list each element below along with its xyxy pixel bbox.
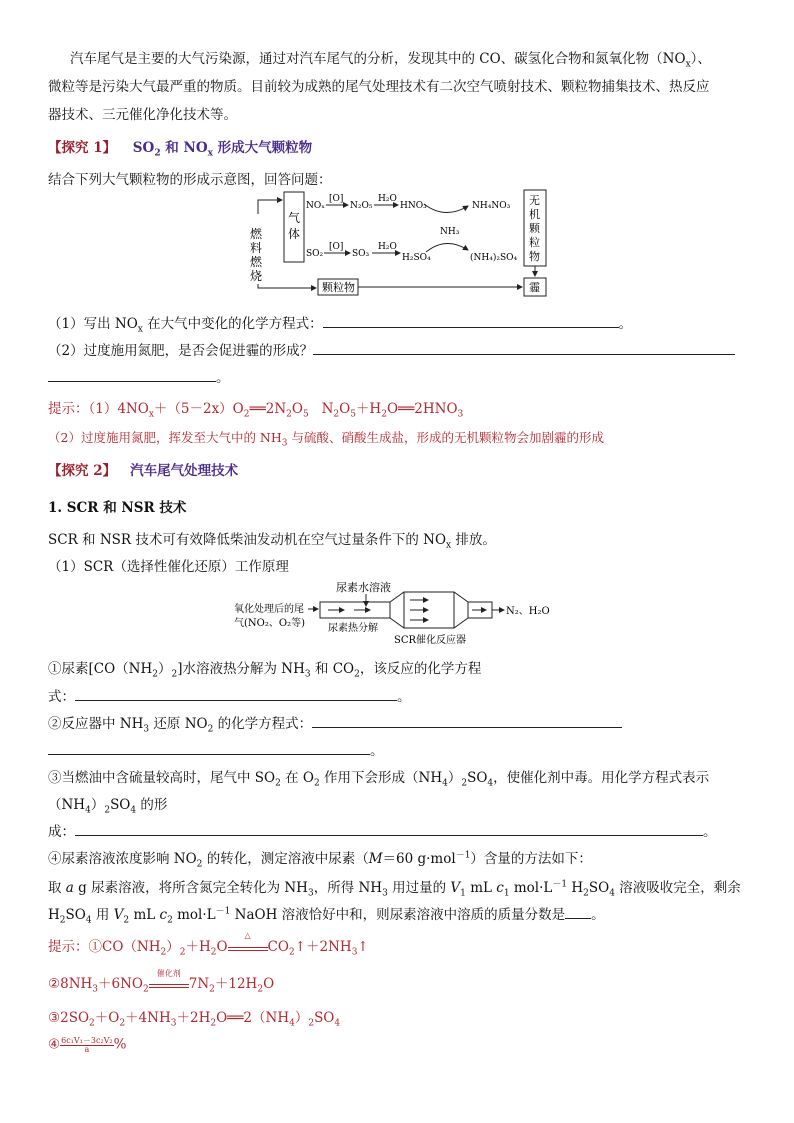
- question-circ-3: ③当燃油中含硫量较高时，尾气中 $SO_2$ 在 $O_2$ 作用下会形成$(NH_4)_2SO_4$，使催化剂中毒。用化学方程式表示: [48, 770, 710, 789]
- svg-text:H₂O: H₂O: [378, 242, 397, 252]
- question-2: （2）过度施用氮肥，是否会促进霾的形成？: [48, 339, 735, 359]
- hint-1-line-1: 提示：$(1)4NO_x+(5-2x)O_2══2N_2O_5$ $N_2O_5+H_2O══2HNO_3$: [48, 401, 464, 420]
- answer-blank-1[interactable]: [323, 314, 619, 328]
- question-circ-1-cont: 式： 。: [48, 689, 411, 705]
- svg-text:H₂O: H₂O: [378, 194, 397, 204]
- answer-blank-4a[interactable]: [312, 714, 622, 728]
- intro-line-2: 微粒等是污染大气最严重的物质。目前较为成熟的尾气处理技术有二次空气喷射技术、颗粒物捕集技术、热反应: [48, 79, 710, 95]
- urea-decomp-label: 尿素热分解: [328, 623, 378, 634]
- section-1-heading: 1. SCR 和 NSR 技术: [48, 500, 187, 516]
- exhaust-label-b: 气(NO₂、O₂等): [234, 618, 305, 629]
- nh3-label: NH₃: [440, 227, 460, 237]
- section-1-desc: SCR 和 NSR 技术可有效降低柴油发动机在空气过量条件下的 $NO_x$ 排放。: [48, 532, 496, 551]
- n2o5-label: N₂O₅: [350, 201, 373, 211]
- answer-blank-3[interactable]: [75, 687, 397, 701]
- svg-text:颗粒物: 颗粒物: [322, 281, 355, 294]
- hno3-label: HNO₃: [400, 201, 427, 211]
- product-label: N₂、H₂O: [506, 606, 550, 617]
- intro-line-1: 汽车尾气是主要的大气污染源，通过对汽车尾气的分析，发现其中的 CO、碳氢化合物和氮氧化物$(NO_x)$、: [70, 51, 711, 70]
- nox-label: NOₓ: [306, 201, 326, 211]
- svg-text:粒: 粒: [529, 236, 540, 249]
- question-circ-3-cont: $(NH_4)_2SO_4$ 的形: [48, 797, 168, 816]
- question-circ-1: ①尿素$[CO(NH_2)_2]$水溶液热分解为 $NH_3$ 和 $CO_2$，该反应的化学方程: [48, 661, 482, 680]
- so2-label: SO₂: [306, 249, 324, 259]
- explore1-heading: 【探究 1】 $SO_2$ 和 $NO_x$ 形成大气颗粒物: [48, 140, 313, 159]
- hint-2-line-4: $④\frac{\text{6c₁V₁－3c₂V₂}}{a}\%$: [48, 1036, 127, 1054]
- question-1: （1）写出 $NO_x$ 在大气中变化的化学方程式： 。: [48, 316, 633, 335]
- urea-solution-label: 尿素水溶液: [336, 581, 391, 594]
- answer-blank-6[interactable]: [565, 905, 591, 919]
- answer-fraction: $\frac{\text{6c₁V₁－3c₂V₂}}{a}$: [61, 1036, 113, 1054]
- svg-text:[O]: [O]: [329, 194, 344, 204]
- hint-2-line-1: 提示：$①CO(NH_2)_2+H_2O$ △ $CO_2↑+2NH_3↑$: [48, 931, 369, 958]
- svg-text:烧: 烧: [250, 269, 263, 283]
- exhaust-label-a: 氧化处理后的尾: [234, 604, 304, 615]
- svg-text:燃: 燃: [250, 255, 263, 269]
- question-2-cont: 。: [48, 366, 230, 386]
- explore2-heading: 【探究 2】 汽车尾气处理技术: [48, 463, 239, 479]
- answer-blank-5[interactable]: [75, 822, 703, 836]
- explore1-prompt: 结合下列大气颗粒物的形成示意图，回答问题：: [48, 172, 332, 188]
- reactor-label: SCR催化反应器: [394, 635, 467, 646]
- svg-text:物: 物: [529, 250, 540, 263]
- answer-blank-2b[interactable]: [48, 368, 216, 382]
- hint-2-line-3: $③2SO_2+O_2+4NH_3+2H_2O══2(NH_4)_2SO_4$: [48, 1010, 341, 1029]
- section-1-sub1: （1）SCR（选择性催化还原）工作原理: [48, 559, 289, 575]
- h2so4-label: H₂SO₄: [402, 253, 431, 263]
- scr-reactor: [390, 592, 468, 628]
- scr-principle-diagram: [232, 578, 562, 650]
- svg-text:霾: 霾: [529, 281, 540, 294]
- hint-2-line-2: $②8NH_3+6NO_2$ 催化剂 $7N_2+12H_2O$: [48, 969, 275, 995]
- fuel-combustion-label: [250, 226, 263, 283]
- answer-blank-4b[interactable]: [48, 741, 370, 755]
- so3-label: SO₃: [352, 249, 370, 259]
- question-circ-4-cont2: $H_2SO_4$ 用 $V_2$ mL $c_2$ $mol\cdot L^{-1}$ NaOH 溶液恰好中和，则尿素溶液中溶质的质量分数是 。: [48, 906, 605, 926]
- question-circ-3-cont2: 成： 。: [48, 824, 717, 840]
- svg-text:料: 料: [250, 241, 263, 255]
- question-circ-2-cont: 。: [48, 739, 384, 759]
- svg-text:气: 气: [288, 211, 301, 225]
- svg-text:燃: 燃: [250, 227, 263, 241]
- svg-text:体: 体: [288, 227, 301, 241]
- question-circ-4-cont: 取 a g 尿素溶液，将所含氮完全转化为 $NH_3$，所得 $NH_3$ 用过量的 $V_1$ mL $c_1$ $mol\cdot L^{-1}$ $H_2SO_4$ 溶液吸收完全，剩余: [48, 879, 741, 899]
- particulate-formation-diagram: [240, 186, 560, 300]
- intro-line-3: 器技术、三元催化净化技术等。: [48, 107, 237, 123]
- hint-1-line-2: （2）过度施用氮肥，挥发至大气中的 $NH_3$ 与硫酸、硝酸生成盐，形成的无机颗粒物会加剧霾的形成: [48, 430, 604, 449]
- svg-text:无: 无: [529, 194, 540, 207]
- answer-blank-2a[interactable]: [313, 341, 735, 355]
- question-circ-4: ④尿素溶液浓度影响 $NO_2$ 的转化，测定溶液中尿素（M＝60 g·mol$^{-1}$）含量的方法如下：: [48, 850, 592, 870]
- svg-text:机: 机: [529, 208, 540, 221]
- svg-text:[O]: [O]: [329, 242, 344, 252]
- nh4no3-label: NH₄NO₃: [472, 201, 511, 211]
- nh42so4-label: (NH₄)₂SO₄: [470, 253, 518, 263]
- question-circ-2: ②反应器中 $NH_3$ 还原 $NO_2$ 的化学方程式：: [48, 712, 622, 735]
- svg-text:颗: 颗: [529, 222, 540, 235]
